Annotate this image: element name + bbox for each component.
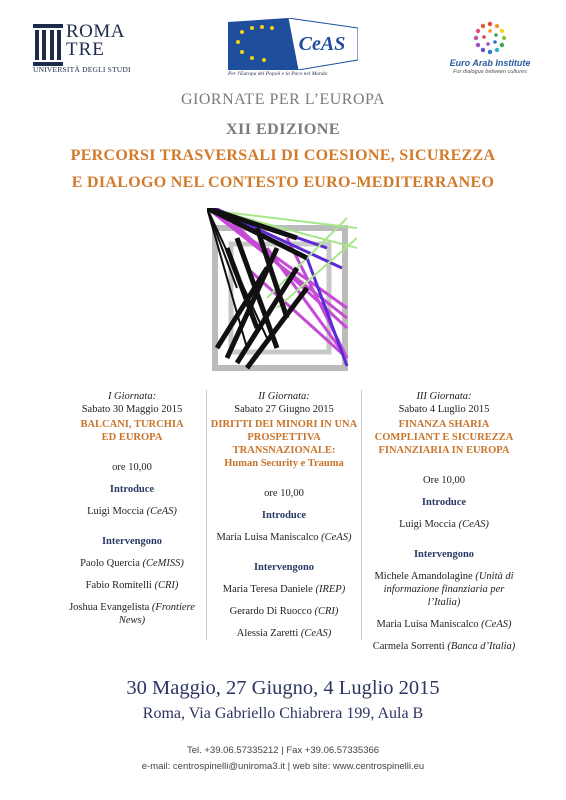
speaker-org: (Banca d’Italia)	[447, 641, 516, 652]
day-1-column	[62, 390, 202, 627]
speaker	[364, 570, 524, 583]
day-2-speakers-label: Intervengono	[253, 562, 315, 573]
speaker	[207, 605, 361, 618]
ceas-logo	[228, 18, 358, 78]
ceas-tagline: Per l'Europa dei Popoli e la Pace nel Mondo	[228, 71, 328, 77]
introducer-org: (CeAS)	[458, 519, 489, 530]
speaker-name: Joshua Evangelista	[69, 602, 150, 613]
day-3-speakers-label: Intervengono	[413, 549, 475, 560]
day-1-speakers-label: Intervengono	[101, 536, 163, 547]
day-3-introduce-label: Introduce	[421, 497, 467, 508]
day-3-time: Ore 10,00	[423, 475, 465, 486]
day-2-label: II Giornata:	[258, 391, 310, 402]
event-series-title: GIORNATE PER L’EUROPA	[180, 91, 385, 108]
day-1-title-line: BALCANI, TURCHIA	[80, 419, 184, 430]
day-1-title-line: ED EUROPA	[101, 432, 163, 443]
day-2-title-line: TRANSNAZIONALE:	[232, 445, 336, 456]
dotted-circle-icon	[472, 20, 508, 56]
speaker-name: Maria Teresa Daniele	[222, 584, 313, 595]
building-icon	[33, 24, 63, 66]
day-2-time: ore 10,00	[264, 488, 304, 499]
speaker-org-cont: News)	[118, 615, 146, 626]
day-3-label: III Giornata:	[416, 391, 472, 402]
introducer-org: (CeAS)	[321, 532, 352, 543]
day-2-column	[206, 390, 362, 640]
speaker	[62, 601, 202, 614]
tre-text: TRE	[66, 39, 105, 60]
introducer-name: Maria Luisa Maniscalco	[216, 532, 319, 543]
day-2-title-line: PROSPETTIVA	[247, 432, 321, 443]
introducer-name: Luigi Moccia	[87, 506, 144, 517]
day-3-title-line: FINANZA SHARIA	[398, 419, 490, 430]
abstract-artwork	[207, 208, 357, 378]
day-2-date: Sabato 27 Giugno 2015	[234, 404, 334, 415]
speaker-org: (CeAS)	[481, 619, 512, 630]
day-1-label: I Giornata:	[107, 391, 157, 402]
speaker-name: Maria Luisa Maniscalco	[376, 619, 479, 630]
main-title-line-1: PERCORSI TRASVERSALI DI COESIONE, SICUREZZA	[70, 147, 496, 164]
speaker-name: Alessia Zaretti	[236, 628, 299, 639]
day-3-title-line: FINANZIARIA IN EUROPA	[378, 445, 510, 456]
day-2-title-line: DIRITTI DEI MINORI IN UNA	[210, 419, 358, 430]
email-website: e-mail: centrospinelli@uniroma3.it | web site: www.centrospinelli.eu	[141, 761, 425, 772]
phone-fax: Tel. +39.06.57335212 | Fax +39.06.57335366	[186, 745, 380, 756]
speaker	[207, 583, 361, 596]
speaker-org: (Frontiere	[151, 602, 195, 613]
day-1-time: ore 10,00	[112, 462, 152, 473]
speaker-name: Fabio Romitelli	[85, 580, 152, 591]
speaker-org-cont: l’Italia)	[427, 597, 461, 608]
speaker-name: Carmela Sorrenti	[372, 641, 445, 652]
eai-name: Euro Arab Institute	[449, 58, 531, 68]
edition-label: XII EDIZIONE	[225, 121, 341, 138]
day-3-title	[364, 418, 524, 457]
speaker-org: (CRI)	[154, 580, 179, 591]
speaker	[207, 627, 361, 640]
speaker-name: Michele Amandolagine	[374, 571, 473, 582]
day-1-introducer	[62, 505, 202, 518]
speaker-org: (CRI)	[314, 606, 339, 617]
speaker-name: Paolo Quercia	[80, 558, 140, 569]
day-3-date: Sabato 4 Luglio 2015	[398, 404, 490, 415]
speaker	[364, 640, 524, 653]
speaker-name: Gerardo Di Ruocco	[229, 606, 312, 617]
speaker-org: (IREP)	[315, 584, 346, 595]
day-3-introducer	[364, 518, 524, 531]
speaker-org: (CeMISS)	[142, 558, 184, 569]
day-3-title-line: COMPLIANT E SICUREZZA	[374, 432, 514, 443]
day-2-title-line: Human Security e Trauma	[224, 458, 344, 469]
eai-tagline: For dialogue between cultures	[453, 69, 527, 75]
day-2-title	[207, 418, 361, 470]
speaker	[364, 618, 524, 631]
main-title-line-2: E DIALOGO NEL CONTESTO EURO-MEDITERRANEO	[71, 174, 495, 191]
euro-arab-institute-logo	[440, 20, 540, 76]
roma-text: ROMA	[66, 21, 126, 42]
ceas-emblem-icon	[228, 18, 358, 70]
event-dates: 30 Maggio, 27 Giugno, 4 Luglio 2015	[126, 677, 440, 699]
speaker-org: (Unità di	[475, 571, 514, 582]
day-1-title	[62, 418, 202, 444]
day-1-introduce-label: Introduce	[109, 484, 155, 495]
day-1-date: Sabato 30 Maggio 2015	[81, 404, 183, 415]
speaker	[62, 579, 202, 592]
day-2-introducer	[207, 531, 361, 544]
day-2-introduce-label: Introduce	[261, 510, 307, 521]
introducer-org: (CeAS)	[146, 506, 177, 517]
event-location: Roma, Via Gabriello Chiabrera 199, Aula B	[142, 705, 424, 722]
day-3-column	[364, 390, 524, 653]
speaker	[62, 557, 202, 570]
roma-tre-logo	[33, 22, 133, 74]
university-text: UNIVERSITÀ DEGLI STUDI	[33, 65, 131, 74]
speaker-org: (CeAS)	[300, 628, 332, 639]
speaker-org-cont: informazione finanziaria per	[383, 584, 505, 595]
introducer-name: Luigi Moccia	[399, 519, 456, 530]
ceas-name-text: CeAS	[298, 33, 346, 55]
